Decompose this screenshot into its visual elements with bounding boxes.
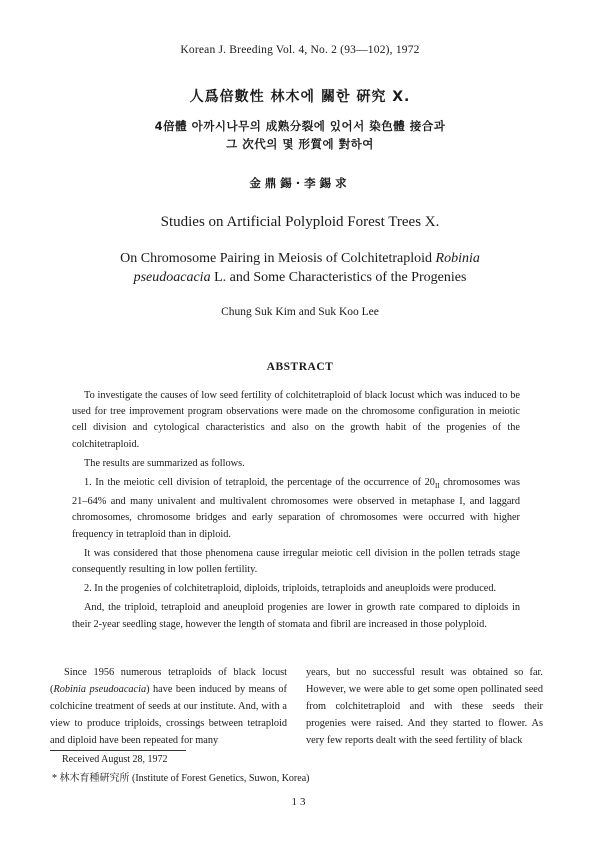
body-text: ) have been induced by means of colchicine treatment of seeds at our institute. And, with a view to produce triploids, crossings between tetraploid and diploid have been repeated for many	[50, 684, 287, 746]
species-name: Robinia pseudoacacia	[53, 684, 147, 695]
korean-subtitle-line1: 4倍體 아까시나무의 成熟分裂에 있어서 染色體 接合과	[154, 119, 446, 133]
abstract-paragraph: To investigate the causes of low seed fertility of colchitetraploid of black locust which was induced to be used for tree improvement program observations were made on the chromosome configuration in meiotic cell division and cytological characteristics and also on the growth habit of the progenies of the colchitetraploid.	[72, 390, 520, 450]
english-authors: Chung Suk Kim and Suk Koo Lee	[221, 306, 379, 318]
abstract-body	[72, 388, 520, 633]
subscript: II	[434, 482, 440, 491]
abstract-heading: ABSTRACT	[266, 361, 334, 373]
abstract-paragraph: The results are summarized as follows.	[84, 457, 245, 469]
korean-subtitle-line2: 그 次代의 몇 形質에 對하여	[226, 137, 374, 151]
abstract-paragraph: 2. In the progenies of colchitetraploid, diploids, triploids, tetraploids and aneuploids were produced.	[84, 583, 497, 595]
korean-title: 人爲倍數性 林木에 關한 硏究 X.	[189, 89, 411, 105]
body-paragraph	[50, 664, 287, 749]
subtitle-species: pseudoacacia	[133, 270, 211, 285]
abstract-paragraph: And, the triploid, tetraploid and aneuploid progenies are lower in growth rate compared to diploids in their 2-year seedling stage, however the length of stomata and fibril are increased in those polyploid.	[72, 602, 520, 630]
korean-authors: 金鼎錫·李錫求	[249, 176, 351, 190]
abstract-paragraph	[72, 475, 520, 543]
english-title: Studies on Artificial Polyploid Forest Trees X.	[160, 214, 440, 230]
abstract-text: 1. In the meiotic cell division of tetraploid, the percentage of the occurrence of 20	[84, 477, 435, 489]
page-number: 13	[291, 796, 309, 808]
abstract-paragraph: It was considered that those phenomena cause irregular meiotic cell division in the pollen tetrads stage consequently resulting in low pollen fertility.	[72, 547, 520, 576]
english-subtitle-line2	[0, 270, 600, 286]
journal-citation: Korean J. Breeding Vol. 4, No. 2 (93—102), 1972	[180, 44, 420, 56]
footnote-affiliation: * 林木育種硏究所 (Institute of Forest Genetics, Suwon, Korea)	[52, 773, 310, 784]
body-paragraph: years, but no successful result was obtained so far. However, we were able to get some open pollinated seed from colchitetraploid and with these seeds their progenies were raised. And they started to flower. As very few reports dealt with the seed fertility of black	[306, 667, 543, 746]
english-subtitle-line1	[0, 251, 600, 267]
subtitle-text-rest: L. and Some Characteristics of the Progenies	[210, 270, 467, 285]
footnote-received: Received August 28, 1972	[62, 754, 168, 765]
body-column-left	[50, 664, 287, 749]
subtitle-genus: Robinia	[435, 251, 480, 266]
body-column-right	[306, 664, 543, 749]
footnote-divider	[50, 750, 186, 751]
body-text: Since 1956 numerous tetraploids of black locust (	[50, 667, 287, 695]
abstract-text: chromosomes was 21–64% and many univalent and multivalent chromosomes were observed in metaphase I, and laggard chromosomes, chromosome bridges and early separation of chromosomes were occurred with higher frequency in tetraploid than in diploid.	[72, 477, 521, 540]
subtitle-text: On Chromosome Pairing in Meiosis of Colchitetraploid	[120, 251, 436, 266]
